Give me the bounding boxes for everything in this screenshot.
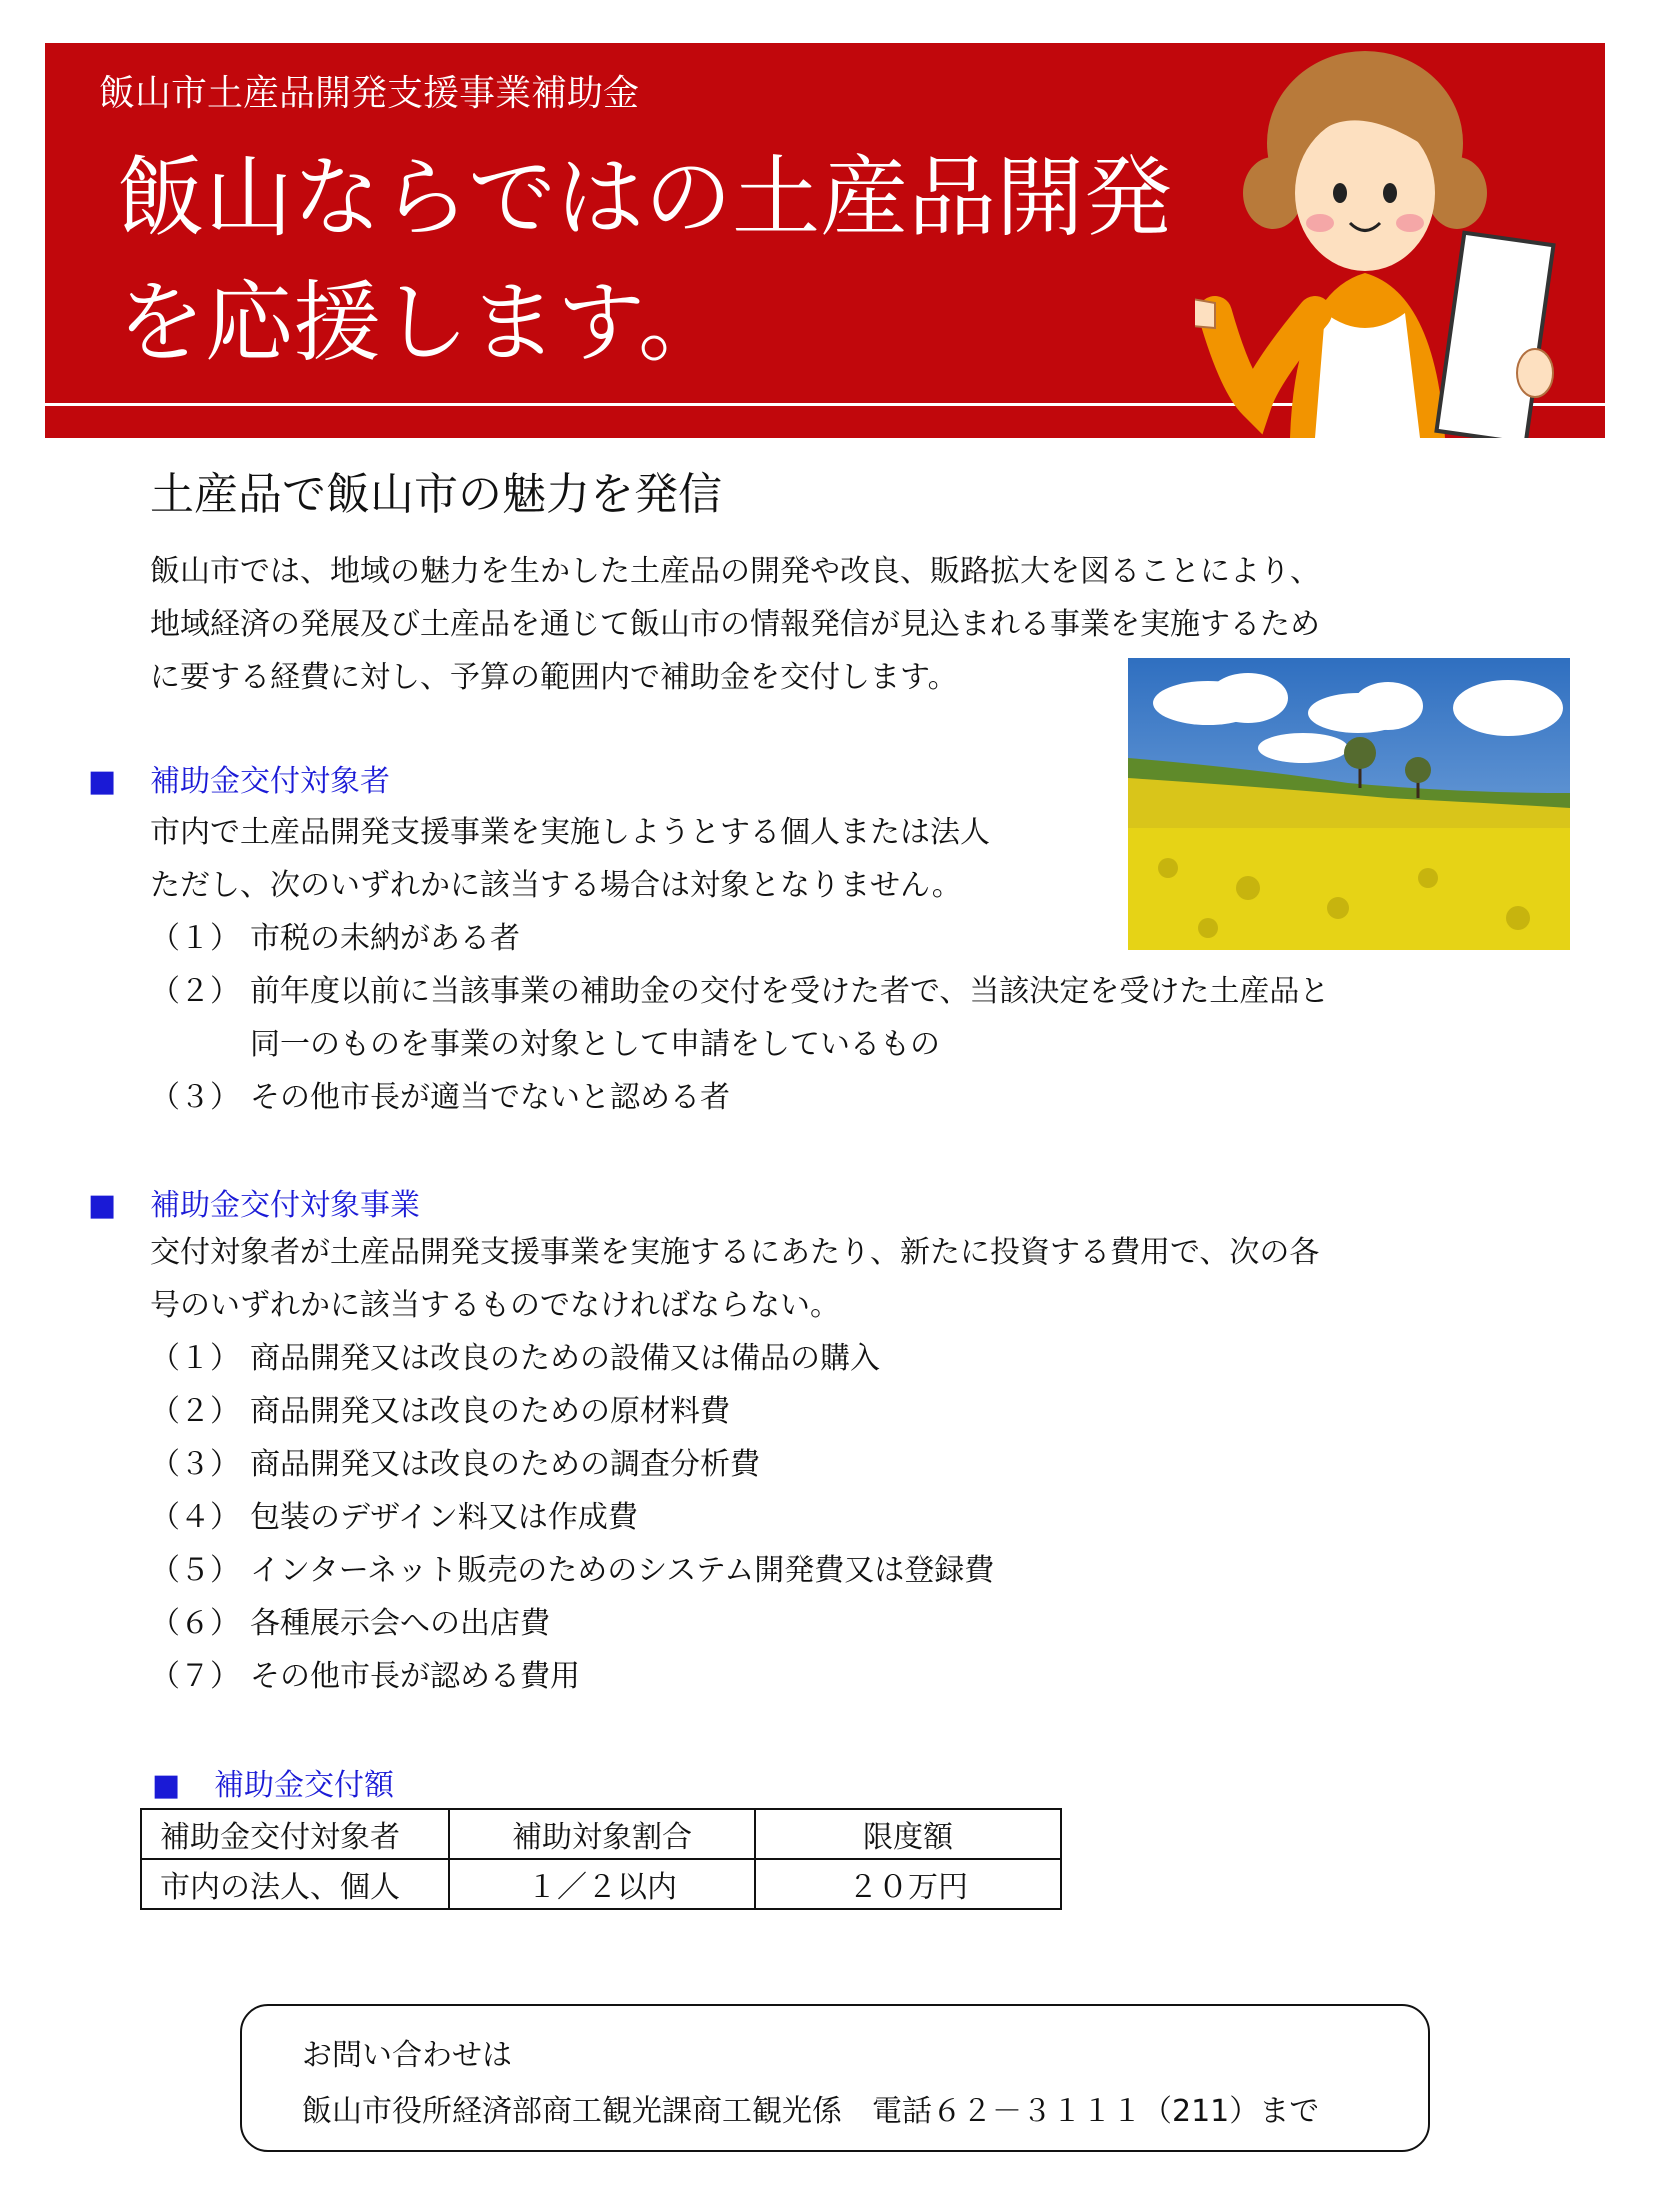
table-cell: １／２以内 bbox=[449, 1859, 755, 1909]
square-bullet-icon: ■ bbox=[88, 764, 117, 799]
list-item: （４） 包装のデザイン料又は作成費 bbox=[150, 1500, 638, 1535]
section1-list bbox=[150, 912, 1329, 1124]
table-cell: 市内の法人、個人 bbox=[141, 1859, 449, 1909]
contact-details: 飯山市役所経済部商工観光課商工観光係 電話６２－３１１１（211）まで bbox=[302, 2094, 1320, 2129]
rapeseed-field-photo bbox=[1128, 658, 1570, 950]
table-header-cell: 補助金交付対象者 bbox=[141, 1809, 449, 1859]
contact-box bbox=[240, 2004, 1430, 2152]
banner-subtitle: 飯山市土産品開発支援事業補助金 bbox=[99, 73, 640, 114]
list-item-continuation: 同一のものを事業の対象として申請をしているもの bbox=[250, 1027, 940, 1062]
body-line: ただし、次のいずれかに該当する場合は対象となりません。 bbox=[150, 868, 962, 903]
banner-title-line2: を応援します。 bbox=[117, 271, 726, 374]
list-item: （３） その他市長が適当でないと認める者 bbox=[150, 1080, 730, 1115]
list-item: （２） 商品開発又は改良のための原材料費 bbox=[150, 1394, 730, 1429]
intro-line: に要する経費に対し、予算の範囲内で補助金を交付します。 bbox=[150, 660, 958, 695]
table-row bbox=[141, 1859, 1061, 1909]
section1-body bbox=[150, 806, 990, 912]
woman-illustration bbox=[1195, 43, 1605, 438]
body-line: 市内で土産品開発支援事業を実施しようとする個人または法人 bbox=[150, 815, 990, 850]
list-item: （６） 各種展示会への出店費 bbox=[150, 1606, 550, 1641]
header-banner bbox=[45, 43, 1605, 438]
headline: 土産品で飯山市の魅力を発信 bbox=[150, 469, 722, 520]
list-item: （５） インターネット販売のためのシステム開発費又は登録費 bbox=[150, 1553, 995, 1588]
contact-label: お問い合わせは bbox=[302, 2038, 512, 2073]
intro-line: 地域経済の発展及び土産品を通じて飯山市の情報発信が見込まれる事業を実施するため bbox=[150, 607, 1320, 642]
list-item: （１） 市税の未納がある者 bbox=[150, 921, 520, 956]
table-header-row bbox=[141, 1809, 1061, 1859]
list-item: （１） 商品開発又は改良のための設備又は備品の購入 bbox=[150, 1341, 880, 1376]
section-heading-eligible-projects: ■ 補助金交付対象事業 bbox=[88, 1188, 420, 1223]
table-header-cell: 限度額 bbox=[755, 1809, 1061, 1859]
square-bullet-icon: ■ bbox=[152, 1768, 181, 1803]
intro-line: 飯山市では、地域の魅力を生かした土産品の開発や改良、販路拡大を図ることにより、 bbox=[150, 554, 1320, 589]
banner-title bbox=[117, 135, 1172, 385]
banner-title-line1: 飯山ならではの土産品開発 bbox=[117, 146, 1173, 249]
list-item: （２） 前年度以前に当該事業の補助金の交付を受けた者で、当該決定を受けた土産品と bbox=[150, 974, 1330, 1009]
section-heading-subsidy-amount: ■ 補助金交付額 bbox=[152, 1768, 394, 1803]
section2-body bbox=[150, 1226, 1319, 1332]
body-line: 号のいずれかに該当するものでなければならない。 bbox=[150, 1288, 840, 1323]
table-header-cell: 補助対象割合 bbox=[449, 1809, 755, 1859]
list-item: （７） その他市長が認める費用 bbox=[150, 1659, 580, 1694]
section-heading-eligible-persons: ■ 補助金交付対象者 bbox=[88, 764, 390, 799]
list-item: （３） 商品開発又は改良のための調査分析費 bbox=[150, 1447, 760, 1482]
table-cell: ２０万円 bbox=[755, 1859, 1061, 1909]
section2-list bbox=[150, 1332, 994, 1703]
subsidy-amount-table bbox=[140, 1808, 1062, 1910]
body-line: 交付対象者が土産品開発支援事業を実施するにあたり、新たに投資する費用で、次の各 bbox=[150, 1235, 1320, 1270]
square-bullet-icon: ■ bbox=[88, 1188, 117, 1223]
